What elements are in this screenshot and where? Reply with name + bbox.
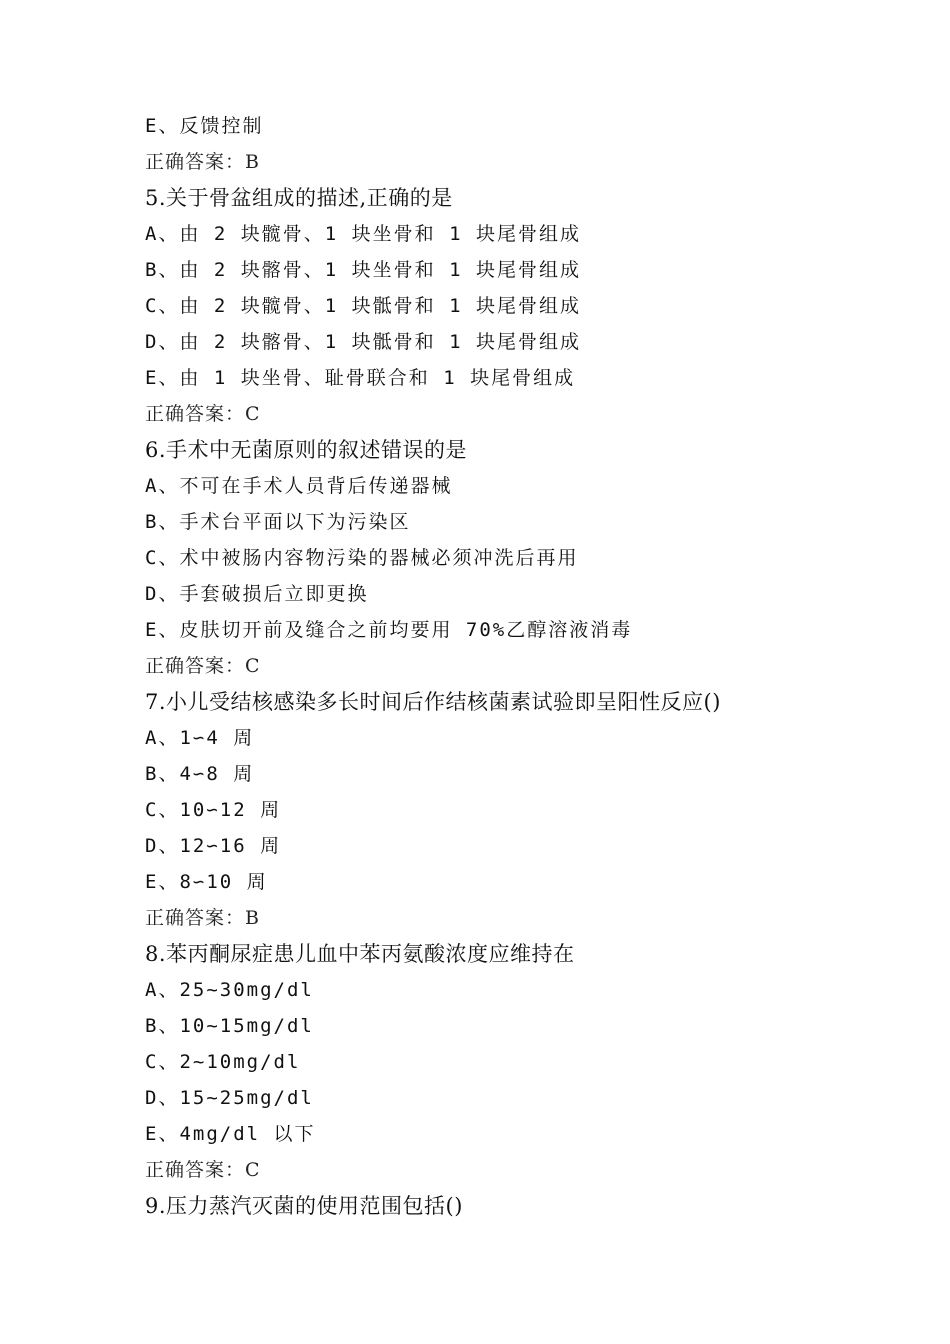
option-line: E、反馈控制 [145,115,264,137]
answer-line: 正确答案：C [145,403,261,425]
option-line: A、1∽4 周 [145,727,255,749]
answer-line: 正确答案：C [145,1159,261,1181]
option-line: B、手术台平面以下为污染区 [145,511,411,533]
answer-line: 正确答案：C [145,655,261,677]
option-line: E、皮肤切开前及缝合之前均要用 70%乙醇溶液消毒 [145,619,633,641]
option-line: A、不可在手术人员背后传递器械 [145,475,453,497]
option-line: B、10~15mg/dl [145,1015,314,1037]
option-line: A、由 2 块髋骨、1 块坐骨和 1 块尾骨组成 [145,223,581,245]
question-line: 9.压力蒸汽灭菌的使用范围包括() [145,1194,463,1218]
question-line: 5.关于骨盆组成的描述,正确的是 [145,186,453,210]
option-line: D、由 2 块髂骨、1 块骶骨和 1 块尾骨组成 [145,331,581,353]
option-line: D、15~25mg/dl [145,1087,314,1109]
option-line: A、25~30mg/dl [145,979,314,1001]
option-line: E、由 1 块坐骨、耻骨联合和 1 块尾骨组成 [145,367,576,389]
option-line: D、12∽16 周 [145,835,282,857]
answer-line: 正确答案：B [145,151,260,173]
question-line: 8.苯丙酮尿症患儿血中苯丙氨酸浓度应维持在 [145,942,575,966]
question-line: 7.小儿受结核感染多长时间后作结核菌素试验即呈阳性反应() [145,690,721,714]
option-line: C、由 2 块髋骨、1 块骶骨和 1 块尾骨组成 [145,295,581,317]
option-line: C、2~10mg/dl [145,1051,301,1073]
option-line: B、4∽8 周 [145,763,255,785]
question-line: 6.手术中无菌原则的叙述错误的是 [145,438,468,462]
option-line: C、术中被肠内容物污染的器械必须冲洗后再用 [145,547,579,569]
option-line: E、8∽10 周 [145,871,268,893]
option-line: E、4mg/dl 以下 [145,1123,316,1145]
document-content [145,108,865,1224]
answer-line: 正确答案：B [145,907,260,929]
option-line: C、10∽12 周 [145,799,282,821]
option-line: B、由 2 块髂骨、1 块坐骨和 1 块尾骨组成 [145,259,581,281]
option-line: D、手套破损后立即更换 [145,583,369,605]
